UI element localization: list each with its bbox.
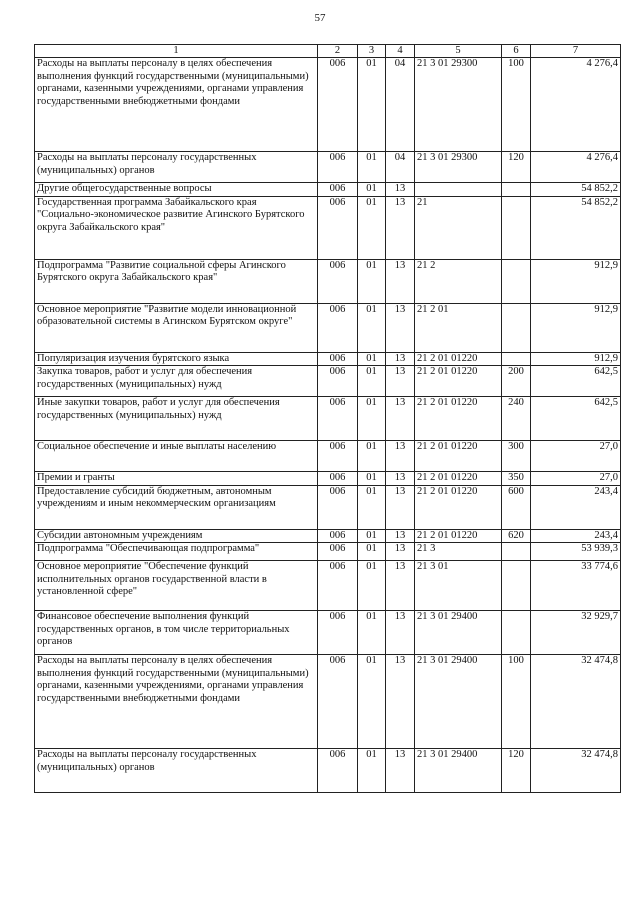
- target-article-code: 21 3 01 29300: [415, 152, 502, 183]
- section-code: 01: [358, 561, 386, 611]
- ved-code: 006: [318, 196, 358, 259]
- target-article-code: 21 3 01 29400: [415, 749, 502, 793]
- ved-code: 006: [318, 529, 358, 543]
- section-code: 01: [358, 543, 386, 561]
- header-cell: 6: [502, 45, 531, 58]
- section-code: 01: [358, 749, 386, 793]
- section-code: 01: [358, 611, 386, 655]
- amount: 912,9: [531, 259, 621, 303]
- table-row: [35, 352, 621, 366]
- item-name: Другие общегосударственные вопросы: [35, 183, 318, 197]
- amount: 243,4: [531, 485, 621, 529]
- ved-code: 006: [318, 561, 358, 611]
- item-name: Государственная программа Забайкальского края "Социально-экономическое развитие Агинского Бурятского округа Забайкальского края": [35, 196, 318, 259]
- amount: 32 474,8: [531, 749, 621, 793]
- expense-type-code: [502, 183, 531, 197]
- expense-type-code: [502, 196, 531, 259]
- item-name: Основное мероприятие "Развитие модели инновационной образовательной системы в Агинском Бурятском округе": [35, 303, 318, 352]
- expense-type-code: [502, 561, 531, 611]
- header-cell: 4: [386, 45, 415, 58]
- target-article-code: 21 2 01: [415, 303, 502, 352]
- subsection-code: 13: [386, 196, 415, 259]
- target-article-code: [415, 183, 502, 197]
- table-row: [35, 183, 621, 197]
- amount: 4 276,4: [531, 152, 621, 183]
- expense-type-code: 600: [502, 485, 531, 529]
- amount: 32 929,7: [531, 611, 621, 655]
- section-code: 01: [358, 655, 386, 749]
- ved-code: 006: [318, 441, 358, 472]
- expense-type-code: 620: [502, 529, 531, 543]
- expense-type-code: [502, 611, 531, 655]
- expense-type-code: 300: [502, 441, 531, 472]
- table-row: [35, 472, 621, 486]
- section-code: 01: [358, 529, 386, 543]
- budget-table: [34, 44, 621, 793]
- amount: 912,9: [531, 303, 621, 352]
- amount: 642,5: [531, 397, 621, 441]
- ved-code: 006: [318, 259, 358, 303]
- expense-type-code: 200: [502, 366, 531, 397]
- section-code: 01: [358, 196, 386, 259]
- subsection-code: 13: [386, 259, 415, 303]
- expense-type-code: 120: [502, 152, 531, 183]
- subsection-code: 13: [386, 397, 415, 441]
- target-article-code: 21 2 01 01220: [415, 397, 502, 441]
- table-row: [35, 366, 621, 397]
- header-row: [35, 45, 621, 58]
- item-name: Премии и гранты: [35, 472, 318, 486]
- amount: 54 852,2: [531, 183, 621, 197]
- header-cell: 5: [415, 45, 502, 58]
- item-name: Иные закупки товаров, работ и услуг для обеспечения государственных (муниципальных) нужд: [35, 397, 318, 441]
- header-cell: 2: [318, 45, 358, 58]
- item-name: Финансовое обеспечение выполнения функций государственных органов, в том числе территориальных органов: [35, 611, 318, 655]
- section-code: 01: [358, 58, 386, 152]
- item-name: Подпрограмма "Обеспечивающая подпрограмма": [35, 543, 318, 561]
- expense-type-code: [502, 543, 531, 561]
- subsection-code: 13: [386, 183, 415, 197]
- ved-code: 006: [318, 183, 358, 197]
- subsection-code: 13: [386, 472, 415, 486]
- amount: 642,5: [531, 366, 621, 397]
- amount: 27,0: [531, 472, 621, 486]
- section-code: 01: [358, 397, 386, 441]
- table-row: [35, 259, 621, 303]
- target-article-code: 21 3 01 29400: [415, 611, 502, 655]
- table-row: [35, 397, 621, 441]
- ved-code: 006: [318, 352, 358, 366]
- section-code: 01: [358, 152, 386, 183]
- section-code: 01: [358, 303, 386, 352]
- target-article-code: 21 2 01 01220: [415, 529, 502, 543]
- table-row: [35, 303, 621, 352]
- subsection-code: 13: [386, 352, 415, 366]
- section-code: 01: [358, 472, 386, 486]
- subsection-code: 13: [386, 543, 415, 561]
- table-row: [35, 655, 621, 749]
- ved-code: 006: [318, 655, 358, 749]
- section-code: 01: [358, 485, 386, 529]
- subsection-code: 13: [386, 749, 415, 793]
- expense-type-code: 100: [502, 655, 531, 749]
- expense-type-code: 100: [502, 58, 531, 152]
- table-row: [35, 529, 621, 543]
- expense-type-code: [502, 303, 531, 352]
- target-article-code: 21 3 01 29300: [415, 58, 502, 152]
- ved-code: 006: [318, 485, 358, 529]
- section-code: 01: [358, 441, 386, 472]
- subsection-code: 13: [386, 529, 415, 543]
- target-article-code: 21 2 01 01220: [415, 366, 502, 397]
- table-row: [35, 611, 621, 655]
- target-article-code: 21 2 01 01220: [415, 472, 502, 486]
- table-row: [35, 152, 621, 183]
- target-article-code: 21 3: [415, 543, 502, 561]
- table-row: [35, 749, 621, 793]
- header-cell: 7: [531, 45, 621, 58]
- table-row: [35, 543, 621, 561]
- ved-code: 006: [318, 749, 358, 793]
- item-name: Социальное обеспечение и иные выплаты населению: [35, 441, 318, 472]
- amount: 912,9: [531, 352, 621, 366]
- target-article-code: 21 2 01 01220: [415, 441, 502, 472]
- table-row: [35, 485, 621, 529]
- subsection-code: 13: [386, 441, 415, 472]
- target-article-code: 21 2 01 01220: [415, 485, 502, 529]
- subsection-code: 04: [386, 152, 415, 183]
- item-name: Закупка товаров, работ и услуг для обеспечения государственных (муниципальных) нужд: [35, 366, 318, 397]
- section-code: 01: [358, 352, 386, 366]
- target-article-code: 21: [415, 196, 502, 259]
- amount: 243,4: [531, 529, 621, 543]
- item-name: Расходы на выплаты персоналу в целях обеспечения выполнения функций государственными (муниципальными) органами, казенными учреждениями, органами управления государственными внебюджетными фондами: [35, 655, 318, 749]
- section-code: 01: [358, 183, 386, 197]
- subsection-code: 13: [386, 366, 415, 397]
- amount: 27,0: [531, 441, 621, 472]
- expense-type-code: 350: [502, 472, 531, 486]
- table-row: [35, 441, 621, 472]
- amount: 53 939,3: [531, 543, 621, 561]
- section-code: 01: [358, 366, 386, 397]
- ved-code: 006: [318, 611, 358, 655]
- item-name: Расходы на выплаты персоналу государственных (муниципальных) органов: [35, 749, 318, 793]
- header-cell: 3: [358, 45, 386, 58]
- ved-code: 006: [318, 58, 358, 152]
- ved-code: 006: [318, 397, 358, 441]
- page-number: 57: [314, 12, 326, 24]
- item-name: Субсидии автономным учреждениям: [35, 529, 318, 543]
- amount: 33 774,6: [531, 561, 621, 611]
- item-name: Основное мероприятие "Обеспечение функций исполнительных органов государственной власти в установленной сфере": [35, 561, 318, 611]
- item-name: Предоставление субсидий бюджетным, автономным учреждениям и иным некоммерческим организациям: [35, 485, 318, 529]
- amount: 54 852,2: [531, 196, 621, 259]
- target-article-code: 21 2 01 01220: [415, 352, 502, 366]
- subsection-code: 13: [386, 611, 415, 655]
- subsection-code: 13: [386, 655, 415, 749]
- table-row: [35, 196, 621, 259]
- expense-type-code: [502, 259, 531, 303]
- subsection-code: 04: [386, 58, 415, 152]
- item-name: Популяризация изучения бурятского языка: [35, 352, 318, 366]
- table-row: [35, 561, 621, 611]
- expense-type-code: 120: [502, 749, 531, 793]
- table-row: [35, 58, 621, 152]
- subsection-code: 13: [386, 485, 415, 529]
- ved-code: 006: [318, 152, 358, 183]
- subsection-code: 13: [386, 561, 415, 611]
- target-article-code: 21 3 01: [415, 561, 502, 611]
- amount: 4 276,4: [531, 58, 621, 152]
- ved-code: 006: [318, 366, 358, 397]
- item-name: Расходы на выплаты персоналу государственных (муниципальных) органов: [35, 152, 318, 183]
- expense-type-code: 240: [502, 397, 531, 441]
- expense-type-code: [502, 352, 531, 366]
- header-cell: 1: [35, 45, 318, 58]
- item-name: Подпрограмма "Развитие социальной сферы Агинского Бурятского округа Забайкальского края": [35, 259, 318, 303]
- ved-code: 006: [318, 543, 358, 561]
- item-name: Расходы на выплаты персоналу в целях обеспечения выполнения функций государственными (муниципальными) органами, казенными учреждениями, органами управления государственными внебюджетными фондами: [35, 58, 318, 152]
- amount: 32 474,8: [531, 655, 621, 749]
- subsection-code: 13: [386, 303, 415, 352]
- ved-code: 006: [318, 303, 358, 352]
- section-code: 01: [358, 259, 386, 303]
- ved-code: 006: [318, 472, 358, 486]
- target-article-code: 21 3 01 29400: [415, 655, 502, 749]
- target-article-code: 21 2: [415, 259, 502, 303]
